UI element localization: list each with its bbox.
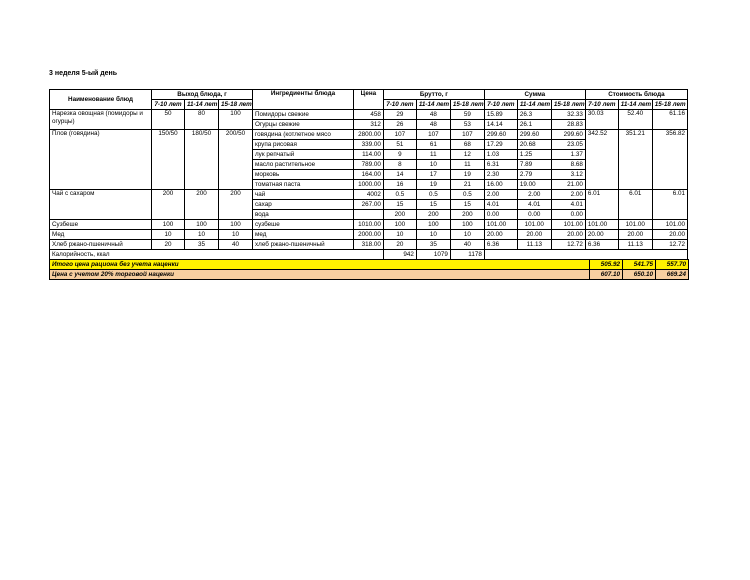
header-age: 7-10 лет (484, 100, 517, 110)
brutto-cell: 100 (383, 220, 416, 230)
header-age: 11-14 лет (517, 100, 551, 110)
yield-cell: 180/50 (184, 130, 218, 190)
brutto-cell: 19 (450, 170, 484, 180)
cost-cell: 101.00 (618, 220, 652, 230)
header-cost: Стоимость блюда (585, 90, 687, 100)
cost-cell: 6.36 (585, 240, 618, 250)
price-cell: 458 (353, 110, 383, 120)
brutto-cell: 107 (416, 130, 450, 140)
cost-cell: 351.21 (618, 130, 652, 190)
yield-cell: 40 (218, 240, 252, 250)
sum-cell: 28.83 (551, 120, 585, 130)
calories-label: Калорийность, ккал (50, 250, 384, 260)
sum-cell: 26.3 (517, 110, 551, 120)
ingredient-cell: Помидоры свежие (253, 110, 354, 120)
cost-cell: 101.00 (652, 220, 687, 230)
sum-cell: 4.01 (517, 200, 551, 210)
brutto-cell: 26 (383, 120, 416, 130)
sum-cell: 26.1 (517, 120, 551, 130)
header-ingredients: Ингредиенты блюда (253, 90, 354, 110)
price-cell: 2000.00 (353, 230, 383, 240)
sum-cell: 2.00 (517, 190, 551, 200)
ingredient-cell: чай (253, 190, 354, 200)
sum-cell: 6.31 (484, 160, 517, 170)
yield-cell: 80 (184, 110, 218, 130)
yield-cell: 200 (152, 190, 185, 220)
price-cell: 4002 (353, 190, 383, 200)
brutto-cell: 59 (450, 110, 484, 120)
sum-cell: 1.25 (517, 150, 551, 160)
sum-cell: 20.00 (551, 230, 585, 240)
table-row (50, 230, 688, 240)
ingredient-cell: томатная паста (253, 180, 354, 190)
brutto-cell: 61 (416, 140, 450, 150)
calories-value: 942 (383, 250, 416, 260)
brutto-cell: 11 (416, 150, 450, 160)
total-label: Итого цена рациона без учета наценки (50, 260, 590, 270)
brutto-cell: 15 (383, 200, 416, 210)
sum-cell: 20.00 (517, 230, 551, 240)
price-cell: 164.00 (353, 170, 383, 180)
sum-cell: 1.37 (551, 150, 585, 160)
ingredient-cell: Огурцы свежие (253, 120, 354, 130)
ingredient-cell: сузбеше (253, 220, 354, 230)
ingredient-cell: мед (253, 230, 354, 240)
ingredient-cell: лук репчатый (253, 150, 354, 160)
sum-cell: 11.13 (517, 240, 551, 250)
table-body (50, 110, 688, 260)
brutto-cell: 48 (416, 110, 450, 120)
brutto-cell: 0.5 (416, 190, 450, 200)
brutto-cell: 10 (383, 230, 416, 240)
brutto-cell: 10 (450, 230, 484, 240)
ingredient-cell: вода (253, 210, 354, 220)
yield-cell: 100 (218, 110, 252, 130)
table-row (50, 190, 688, 200)
cost-cell: 11.13 (618, 240, 652, 250)
brutto-cell: 68 (450, 140, 484, 150)
sum-cell: 17.29 (484, 140, 517, 150)
yield-cell: 200/50 (218, 130, 252, 190)
yield-cell: 100 (152, 220, 185, 230)
sum-cell: 4.01 (551, 200, 585, 210)
total-markup-value: 650.10 (623, 270, 656, 280)
brutto-cell: 40 (450, 240, 484, 250)
totals-table (49, 259, 689, 280)
total-markup-label: Цена с учетом 20% торговой наценки (50, 270, 590, 280)
brutto-cell: 8 (383, 160, 416, 170)
sum-cell: 2.00 (551, 190, 585, 200)
price-cell: 114.00 (353, 150, 383, 160)
brutto-cell: 53 (450, 120, 484, 130)
brutto-cell: 107 (450, 130, 484, 140)
menu-table (49, 89, 688, 260)
price-cell: 1010.00 (353, 220, 383, 230)
price-cell: 339.00 (353, 140, 383, 150)
ingredient-cell: говядина (котлетное мясо (253, 130, 354, 140)
ingredient-cell: сахар (253, 200, 354, 210)
brutto-cell: 17 (416, 170, 450, 180)
price-cell: 312 (353, 120, 383, 130)
yield-cell: 50 (152, 110, 185, 130)
cost-cell: 20.00 (585, 230, 618, 240)
price-cell: 318.00 (353, 240, 383, 250)
header-yield: Выход блюда, г (152, 90, 253, 100)
sum-cell: 0.00 (517, 210, 551, 220)
empty-cell (484, 250, 687, 260)
yield-cell: 200 (218, 190, 252, 220)
sum-cell: 101.00 (551, 220, 585, 230)
sum-cell: 21.00 (551, 180, 585, 190)
dish-name: Чай с сахаром (50, 190, 152, 220)
cost-cell: 6.01 (618, 190, 652, 220)
header-sum: Сумма (484, 90, 585, 100)
cost-cell: 12.72 (652, 240, 687, 250)
sum-cell: 16.00 (484, 180, 517, 190)
header-age: 7-10 лет (383, 100, 416, 110)
sum-cell: 299.60 (517, 130, 551, 140)
header-dish: Наименование блюд (50, 90, 152, 110)
header-age: 11-14 лет (416, 100, 450, 110)
sum-cell: 101.00 (484, 220, 517, 230)
sum-cell: 7.89 (517, 160, 551, 170)
ingredient-cell: хлеб ржано-пшеничный (253, 240, 354, 250)
header-age: 7-10 лет (152, 100, 185, 110)
brutto-cell: 11 (450, 160, 484, 170)
sum-cell: 299.60 (484, 130, 517, 140)
brutto-cell: 21 (450, 180, 484, 190)
dish-name: Мед (50, 230, 152, 240)
ingredient-cell: крупа рисовая (253, 140, 354, 150)
table-row (50, 130, 688, 140)
sum-cell: 2.79 (517, 170, 551, 180)
ingredient-cell: масло растительное (253, 160, 354, 170)
cost-cell: 356.82 (652, 130, 687, 190)
price-cell: 267.00 (353, 200, 383, 210)
yield-cell: 10 (218, 230, 252, 240)
brutto-cell: 15 (416, 200, 450, 210)
yield-cell: 20 (152, 240, 185, 250)
sum-cell: 0.00 (551, 210, 585, 220)
sum-cell: 19.00 (517, 180, 551, 190)
calories-row (50, 250, 688, 260)
sum-cell: 101.00 (517, 220, 551, 230)
brutto-cell: 19 (416, 180, 450, 190)
brutto-cell: 200 (416, 210, 450, 220)
dish-name: Хлеб ржано-пшеничный (50, 240, 152, 250)
dish-name: Нарезка овощная (помидоры и огурцы) (50, 110, 152, 130)
total-value: 505.92 (590, 260, 623, 270)
table-header (50, 90, 688, 110)
yield-cell: 150/50 (152, 130, 185, 190)
sum-cell: 6.36 (484, 240, 517, 250)
total-markup-row (50, 270, 689, 280)
cost-cell: 342.52 (585, 130, 618, 190)
price-cell: 2800.00 (353, 130, 383, 140)
sum-cell: 14.14 (484, 120, 517, 130)
sum-cell: 0.00 (484, 210, 517, 220)
sum-cell: 3.12 (551, 170, 585, 180)
yield-cell: 100 (184, 220, 218, 230)
brutto-cell: 9 (383, 150, 416, 160)
calories-value: 1079 (416, 250, 450, 260)
header-age: 11-14 лет (184, 100, 218, 110)
price-cell: 1000.00 (353, 180, 383, 190)
dish-name: Сузбеше (50, 220, 152, 230)
sum-cell: 20.68 (517, 140, 551, 150)
dish-name: Плов (говядина) (50, 130, 152, 190)
brutto-cell: 0.5 (383, 190, 416, 200)
cost-cell: 20.00 (652, 230, 687, 240)
header-age: 15-18 лет (218, 100, 252, 110)
brutto-cell: 29 (383, 110, 416, 120)
sum-cell: 12.72 (551, 240, 585, 250)
cost-cell: 6.01 (652, 190, 687, 220)
total-markup-value: 607.10 (590, 270, 623, 280)
header-age: 15-18 лет (450, 100, 484, 110)
header-age: 11-14 лет (618, 100, 652, 110)
header-age: 15-18 лет (652, 100, 687, 110)
sum-cell: 15.89 (484, 110, 517, 120)
yield-cell: 100 (218, 220, 252, 230)
cost-cell: 6.01 (585, 190, 618, 220)
brutto-cell: 10 (416, 230, 450, 240)
sum-cell: 4.01 (484, 200, 517, 210)
sum-cell: 23.05 (551, 140, 585, 150)
brutto-cell: 12 (450, 150, 484, 160)
header-age: 15-18 лет (551, 100, 585, 110)
page-title: 3 неделя 5-ый день (49, 70, 118, 77)
cost-cell: 61.16 (652, 110, 687, 130)
sum-cell: 20.00 (484, 230, 517, 240)
header-brutto: Брутто, г (383, 90, 484, 100)
yield-cell: 10 (152, 230, 185, 240)
price-cell (353, 210, 383, 220)
cost-cell: 30.03 (585, 110, 618, 130)
table-row (50, 110, 688, 120)
brutto-cell: 15 (450, 200, 484, 210)
ingredient-cell: морковь (253, 170, 354, 180)
brutto-cell: 100 (416, 220, 450, 230)
brutto-cell: 200 (450, 210, 484, 220)
yield-cell: 10 (184, 230, 218, 240)
table-row (50, 220, 688, 230)
sum-cell: 8.68 (551, 160, 585, 170)
brutto-cell: 10 (416, 160, 450, 170)
cost-cell: 101.00 (585, 220, 618, 230)
brutto-cell: 16 (383, 180, 416, 190)
sum-cell: 32.33 (551, 110, 585, 120)
brutto-cell: 35 (416, 240, 450, 250)
brutto-cell: 0.5 (450, 190, 484, 200)
sum-cell: 2.00 (484, 190, 517, 200)
sum-cell: 2.30 (484, 170, 517, 180)
yield-cell: 200 (184, 190, 218, 220)
brutto-cell: 20 (383, 240, 416, 250)
brutto-cell: 100 (450, 220, 484, 230)
cost-cell: 20.00 (618, 230, 652, 240)
yield-cell: 35 (184, 240, 218, 250)
price-cell: 789.00 (353, 160, 383, 170)
table-row (50, 240, 688, 250)
brutto-cell: 51 (383, 140, 416, 150)
total-row (50, 260, 689, 270)
brutto-cell: 14 (383, 170, 416, 180)
header-age: 7-10 лет (585, 100, 618, 110)
total-value: 557.70 (656, 260, 689, 270)
brutto-cell: 200 (383, 210, 416, 220)
sum-cell: 299.60 (551, 130, 585, 140)
header-price: Цена (353, 90, 383, 110)
brutto-cell: 48 (416, 120, 450, 130)
total-value: 541.75 (623, 260, 656, 270)
total-markup-value: 669.24 (656, 270, 689, 280)
calories-value: 1178 (450, 250, 484, 260)
brutto-cell: 107 (383, 130, 416, 140)
cost-cell: 52.40 (618, 110, 652, 130)
sum-cell: 1.03 (484, 150, 517, 160)
